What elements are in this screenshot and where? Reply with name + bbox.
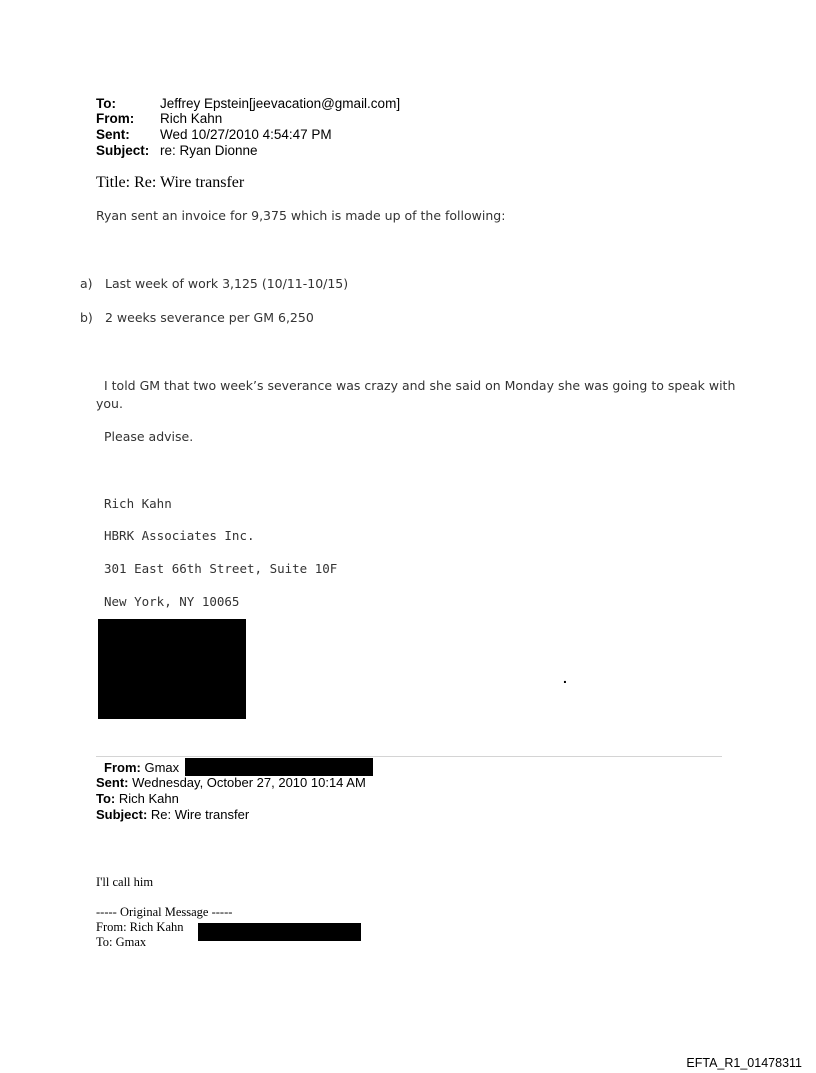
list-item-marker-a: a) xyxy=(80,276,93,291)
fwd-from-value: Gmax xyxy=(144,760,180,775)
signature-name: Rich Kahn xyxy=(104,496,172,511)
original-to: To: Gmax xyxy=(96,935,147,949)
fwd-subject-line xyxy=(96,807,249,823)
list-item-a: Last week of work 3,125 (10/11-10/15) xyxy=(105,276,349,291)
subject-label: Subject: xyxy=(96,143,150,158)
body-paragraph-line2: you. xyxy=(96,396,123,411)
from-label: From: xyxy=(96,111,135,126)
fwd-to-label: To: xyxy=(96,791,116,806)
intro-paragraph: Ryan sent an invoice for 9,375 which is made up of the following: xyxy=(96,208,506,223)
sent-value: Wed 10/27/2010 4:54:47 PM xyxy=(160,127,332,142)
sent-label: Sent: xyxy=(96,127,130,142)
signature-city: New York, NY 10065 xyxy=(104,594,240,609)
subject-value: re: Ryan Dionne xyxy=(160,143,258,158)
original-from: From: Rich Kahn xyxy=(96,920,184,934)
divider-line xyxy=(96,756,722,757)
to-label: To: xyxy=(96,96,116,111)
document-title: Title: Re: Wire transfer xyxy=(96,174,245,191)
advise-line: Please advise. xyxy=(104,429,194,444)
reply-text: I'll call him xyxy=(96,875,154,889)
fwd-subject-label: Subject: xyxy=(96,807,148,822)
list-item-marker-b: b) xyxy=(80,310,93,325)
redaction-original-email xyxy=(198,923,361,941)
stray-dot: . xyxy=(563,670,567,686)
fwd-sent-line xyxy=(96,775,366,791)
original-message-marker: ----- Original Message ----- xyxy=(96,905,233,919)
fwd-to-value: Rich Kahn xyxy=(118,791,179,806)
fwd-sent-value: Wednesday, October 27, 2010 10:14 AM xyxy=(132,775,366,790)
fwd-sent-label: Sent: xyxy=(96,775,129,790)
redaction-fwd-email xyxy=(185,758,373,776)
body-paragraph-line1: I told GM that two week’s severance was crazy and she said on Monday she was going to speak with xyxy=(104,378,736,393)
fwd-from-line xyxy=(104,760,179,776)
from-value: Rich Kahn xyxy=(160,111,223,126)
signature-company: HBRK Associates Inc. xyxy=(104,528,255,543)
fwd-from-label: From: xyxy=(104,760,141,775)
redaction-block xyxy=(98,619,246,719)
signature-address: 301 East 66th Street, Suite 10F xyxy=(104,561,338,576)
fwd-subject-value: Re: Wire transfer xyxy=(150,807,250,822)
to-value: Jeffrey Epstein[jeevacation@gmail.com] xyxy=(160,96,401,111)
document-id: EFTA_R1_01478311 xyxy=(686,1056,802,1070)
fwd-to-line xyxy=(96,791,179,807)
list-item-b: 2 weeks severance per GM 6,250 xyxy=(105,310,314,325)
